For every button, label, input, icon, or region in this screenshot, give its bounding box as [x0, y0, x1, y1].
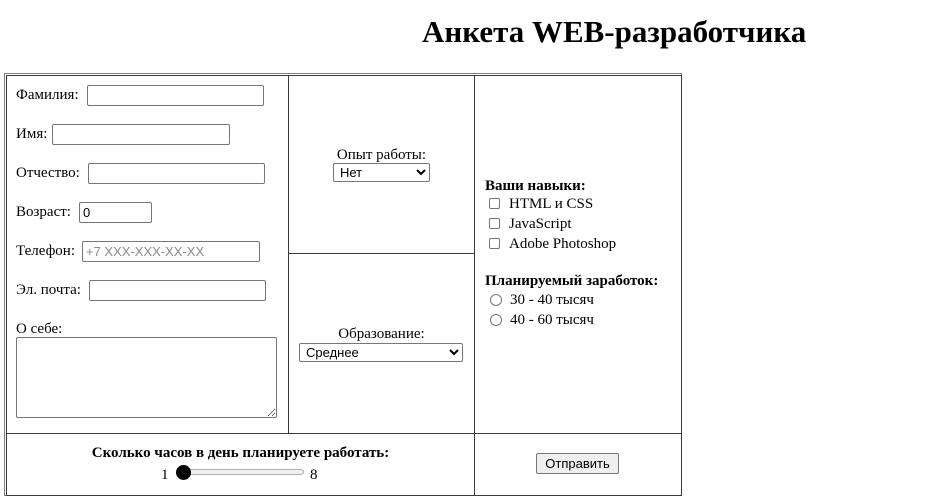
email-label: Эл. почта:: [16, 282, 81, 298]
salary-label-30-40: 30 - 40 тысяч: [510, 292, 594, 308]
hours-max-label: 8: [310, 467, 318, 483]
first-name-field[interactable]: [52, 124, 230, 145]
skill-checkbox-javascript[interactable]: [489, 218, 500, 229]
middle-name-label: Отчество:: [16, 165, 80, 181]
skills-heading: Ваши навыки:: [485, 178, 586, 194]
last-name-label: Фамилия:: [16, 87, 79, 103]
phone-label: Телефон:: [16, 243, 75, 259]
skill-label-html-css: HTML и CSS: [509, 196, 594, 212]
about-label: О себе:: [16, 321, 63, 337]
hours-slider-track[interactable]: [176, 469, 304, 475]
experience-select[interactable]: [333, 163, 430, 182]
age-label: Возраст:: [16, 204, 71, 220]
hours-slider-thumb[interactable]: [176, 465, 191, 480]
education-select[interactable]: [299, 343, 463, 362]
salary-heading: Планируемый заработок:: [485, 273, 659, 289]
middle-name-field[interactable]: [88, 163, 265, 184]
skill-label-javascript: JavaScript: [509, 216, 572, 232]
about-textarea[interactable]: [16, 337, 277, 418]
age-field[interactable]: [79, 202, 152, 223]
email-field[interactable]: [89, 280, 266, 301]
salary-radio-40-60[interactable]: [490, 314, 502, 326]
submit-button[interactable]: Отправить: [536, 453, 619, 474]
experience-label: Опыт работы:: [336, 147, 427, 163]
first-name-label: Имя:: [16, 126, 48, 142]
last-name-field[interactable]: [87, 85, 264, 106]
skill-checkbox-html-css[interactable]: [489, 198, 500, 209]
hours-cell: [6, 433, 475, 496]
skill-checkbox-photoshop[interactable]: [489, 238, 500, 249]
salary-radio-30-40[interactable]: [490, 294, 502, 306]
salary-label-40-60: 40 - 60 тысяч: [510, 312, 594, 328]
page-title: Анкета WEB-разработчика: [422, 14, 807, 49]
hours-heading: Сколько часов в день планируете работать:: [91, 445, 390, 461]
phone-field[interactable]: [82, 241, 260, 262]
education-label: Образование:: [338, 326, 425, 342]
hours-min-label: 1: [161, 467, 169, 483]
skills-cell: [474, 75, 682, 434]
skill-label-photoshop: Adobe Photoshop: [509, 236, 617, 252]
